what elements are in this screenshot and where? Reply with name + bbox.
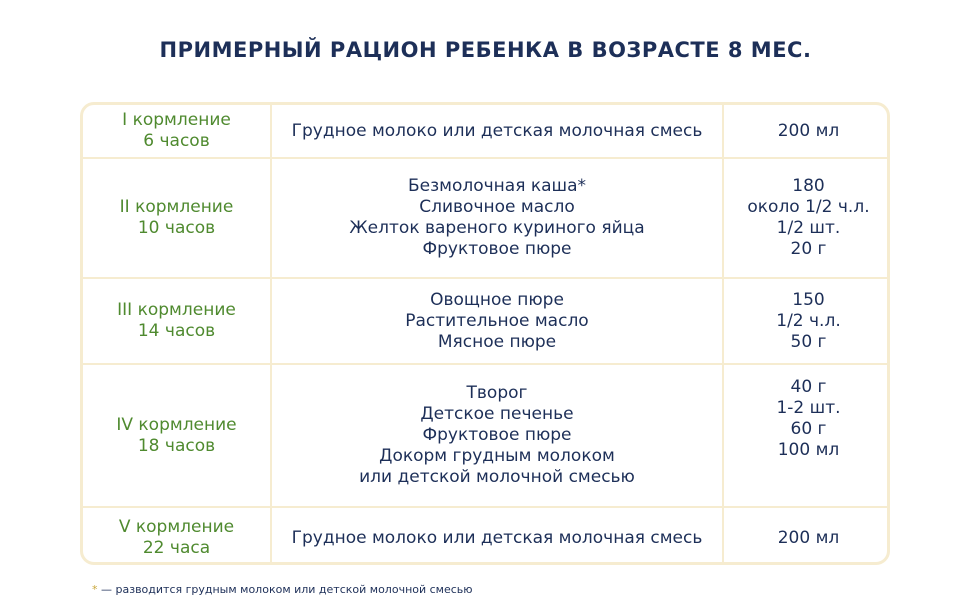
food-item: Желток вареного куриного яйца [349,218,645,238]
food-item: Фруктовое пюре [422,425,572,445]
food-cell [271,507,723,565]
feeding-time: 6 часов [143,131,210,151]
diet-table-grid [83,105,890,565]
table-row [83,158,890,278]
food-item: Мясное пюре [437,331,557,352]
feeding-time: 22 часа [142,538,211,558]
amount-item: 1/2 ч.л. [776,310,841,331]
amount-cell [723,105,890,158]
amount-item: 200 мл [777,120,840,141]
amount-item: 50 г [790,331,827,352]
feeding-label: IV кормление [116,414,237,435]
food-item: Сливочное масло [419,197,575,217]
food-cell [271,278,723,364]
food-item: Детское печенье [420,404,574,424]
food-item: Безмолочная каша* [407,176,587,196]
feeding-time: 18 часов [137,435,216,456]
feeding-cell [83,278,271,364]
food-item: Творог [466,383,528,403]
amount-item: 180 [792,176,825,196]
feeding-cell [83,364,271,507]
amount-item: 150 [792,289,825,310]
amount-item: около 1/2 ч.л. [747,197,870,217]
diet-table [80,102,890,565]
feeding-time: 14 часов [137,321,216,341]
amount-item: 1/2 шт. [776,218,841,238]
page-title: ПРИМЕРНЫЙ РАЦИОН РЕБЕНКА В ВОЗРАСТЕ 8 МЕС. [159,38,812,62]
feeding-label: II кормление [119,197,234,217]
food-item: Грудное молоко или детская молочная смесь [291,527,703,548]
feeding-label: V кормление [118,517,235,537]
amount-item: 200 мл [777,527,840,548]
amount-item: 40 г [790,377,827,397]
food-item: Грудное молоко или детская молочная смесь [291,120,703,141]
footnote-marker: * [92,583,98,596]
amount-cell [723,507,890,565]
amount-item: 20 г [790,239,827,259]
feeding-label: I кормление [122,110,231,130]
food-cell [271,364,723,507]
food-item: Растительное масло [405,310,589,331]
feeding-cell [83,105,271,158]
amount-cell [723,278,890,364]
amount-item: 60 г [790,419,827,439]
feeding-label: III кормление [117,300,236,320]
feeding-cell [83,507,271,565]
food-cell [271,158,723,278]
table-row [83,105,890,158]
food-item: или детской молочной смесью [359,467,635,487]
table-row [83,364,890,507]
amount-cell [723,158,890,278]
table-row [83,278,890,364]
food-cell [271,105,723,158]
food-item: Докорм грудным молоком [379,446,615,466]
food-item: Овощное пюре [430,289,564,310]
footnote [92,583,473,596]
table-row [83,507,890,565]
amount-item: 1-2 шт. [776,398,841,418]
amount-item: 100 мл [777,440,840,460]
feeding-cell [83,158,271,278]
footnote-text: — разводится грудным молоком или детской молочной смесью [97,583,473,596]
food-item: Фруктовое пюре [422,239,572,259]
amount-cell [723,364,890,507]
feeding-time: 10 часов [137,218,216,238]
